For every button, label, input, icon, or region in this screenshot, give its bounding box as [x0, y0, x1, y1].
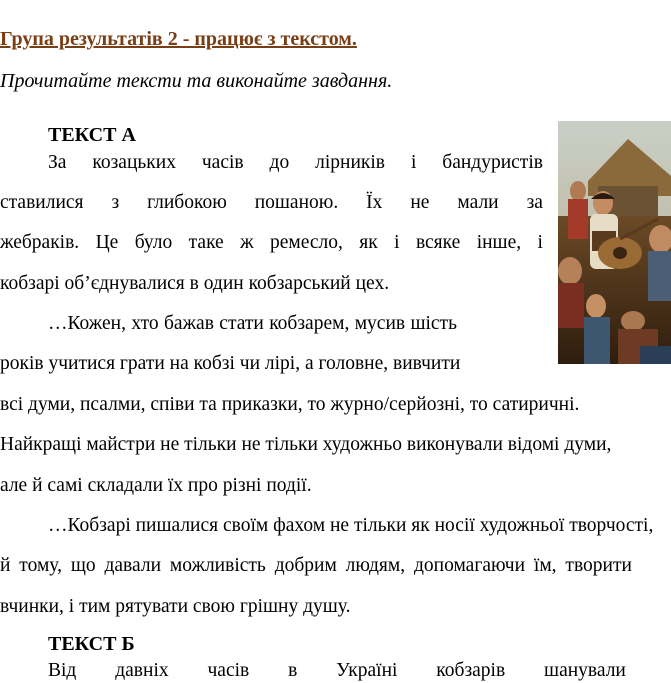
- text-a-line: але й самі складали їх про різні події.: [0, 475, 312, 496]
- text-a-line: всі думи, псалми, співи та приказки, то журно/серйозні, то сатиричні.: [0, 394, 580, 415]
- text-a-word: не: [410, 192, 430, 213]
- kobzar-painting-image: [558, 121, 671, 364]
- text-a-line: …Кобзарі пишалися своїм фахом не тільки як носії художньої творчості,: [48, 515, 654, 536]
- text-a-line: й тому, що давали можливість добрим людям, допомагаючи їм, творити: [0, 555, 632, 576]
- text-a-word: ж: [240, 232, 254, 253]
- text-a-line: [0, 191, 543, 215]
- text-a-word: козацьких: [92, 152, 176, 173]
- text-a-word: мали: [457, 192, 499, 213]
- text-a-word: і: [410, 152, 417, 173]
- text-a-line: [0, 231, 543, 255]
- text-a-line: років учитися грати на кобзі чи лірі, а головне, вивчити: [0, 353, 461, 374]
- text-a-word: як: [359, 232, 378, 253]
- text-a-line: …Кожен, хто бажав стати кобзарем, мусив шість: [48, 313, 457, 334]
- text-a-word: таке: [188, 232, 224, 253]
- text-a-word: Їх: [366, 192, 383, 213]
- text-a-title: ТЕКСТ А: [48, 124, 136, 146]
- text-a-word: і: [394, 232, 400, 253]
- text-a-word: пошаною.: [254, 192, 339, 213]
- group-heading: Група результатів 2 - працює з текстом.: [0, 28, 357, 50]
- text-a-line: [48, 151, 543, 175]
- text-a-word: За: [48, 152, 67, 173]
- text-a-word: з: [111, 192, 120, 213]
- text-a-word: Це: [95, 232, 119, 253]
- text-b-first-line: Від давніх часів в Україні кобзарів шанували: [48, 660, 626, 681]
- text-a-line: кобзарі об’єднувалися в один кобзарський цех.: [0, 273, 390, 294]
- text-a-line: вчинки, і тим рятувати свою грішну душу.: [0, 596, 351, 617]
- instruction-text: Прочитайте тексти та виконайте завдання.: [0, 70, 393, 92]
- text-b-title: ТЕКСТ Б: [48, 633, 135, 655]
- text-a-word: ставилися: [0, 192, 84, 213]
- text-a-word: лірників: [315, 152, 386, 173]
- text-a-word: бандуристів: [442, 152, 543, 173]
- text-a-word: глибокою: [147, 192, 227, 213]
- text-a-word: інше,: [476, 232, 522, 253]
- text-a-word: всяке: [415, 232, 461, 253]
- text-a-word: було: [134, 232, 173, 253]
- text-a-line: Найкращі майстри не тільки не тільки художньо виконували відомі думи,: [0, 434, 612, 455]
- text-a-word: і: [537, 232, 543, 253]
- text-a-word: часів: [201, 152, 244, 173]
- text-a-word: ремесло,: [269, 232, 343, 253]
- kobzar-painting: [558, 121, 671, 364]
- text-a-word: за: [526, 192, 543, 213]
- text-a-word: до: [269, 152, 290, 173]
- text-a-word: жебраків.: [0, 232, 80, 253]
